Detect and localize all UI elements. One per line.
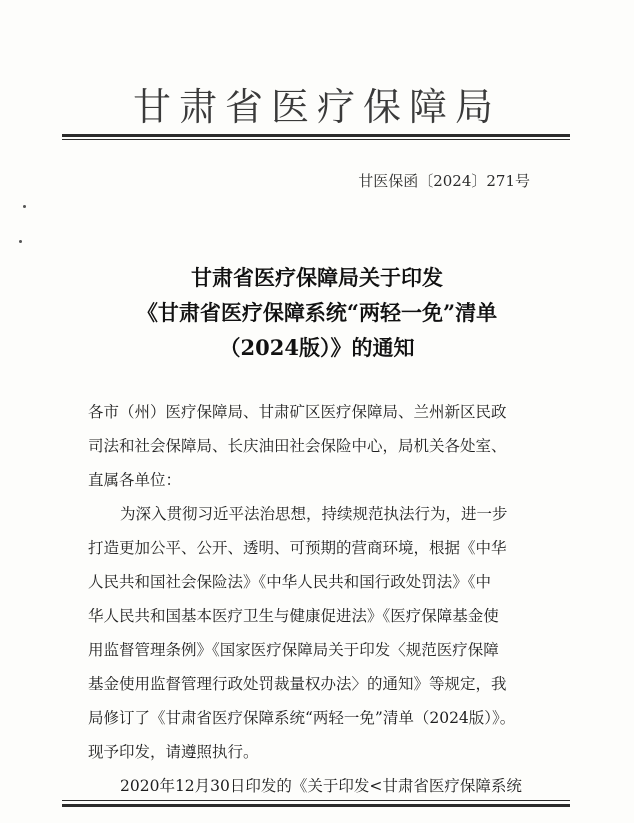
- notice-title-line-3: （2024版）》的通知: [219, 335, 415, 360]
- header-rule-thick: [62, 134, 570, 137]
- footer-rule-thick: [62, 804, 570, 807]
- scan-speck: [19, 240, 22, 243]
- body-line-8: 现予印发，请遵照执行。: [88, 743, 259, 761]
- body-line-5: 用监督管理条例》《国家医疗保障局关于印发〈规范医疗保障: [88, 641, 499, 659]
- body-line-1: 为深入贯彻习近平法治思想，持续规范执法行为，进一步: [120, 505, 508, 523]
- notice-title-line-2: 《甘肃省医疗保障系统“两轻一免”清单: [136, 300, 498, 325]
- footer-rule-thin: [62, 800, 570, 801]
- scan-speck: [23, 205, 26, 208]
- addressee-line-3: 直属各单位：: [88, 471, 182, 489]
- header-rule-thin: [62, 139, 570, 140]
- notice-title-line-1: 甘肃省医疗保障局关于印发: [191, 265, 443, 290]
- body-line-4: 华人民共和国基本医疗卫生与健康促进法》《医疗保障基金使: [88, 607, 499, 625]
- document-number: 甘医保函〔2024〕271号: [358, 172, 530, 190]
- body-line-6: 基金使用监督管理行政处罚裁量权办法〉的通知》等规定，我: [88, 675, 507, 693]
- body-line-3: 人民共和国社会保险法》《中华人民共和国行政处罚法》《中: [88, 573, 492, 591]
- body-line-7: 局修订了《甘肃省医疗保障系统“两轻一免”清单（2024版）》。: [88, 709, 516, 727]
- agency-header-title: 甘肃省医疗保障局: [132, 85, 501, 129]
- addressee-line-2: 司法和社会保障局、长庆油田社会保险中心，局机关各处室、: [88, 437, 507, 455]
- addressee-line-1: 各市（州）医疗保障局、甘肃矿区医疗保障局、兰州新区民政: [88, 403, 507, 421]
- body-line-2: 打造更加公平、公开、透明、可预期的营商环境，根据《中华: [88, 539, 507, 557]
- body-line-9: 2020年12月30日印发的《关于印发<甘肃省医疗保障系统: [120, 777, 522, 795]
